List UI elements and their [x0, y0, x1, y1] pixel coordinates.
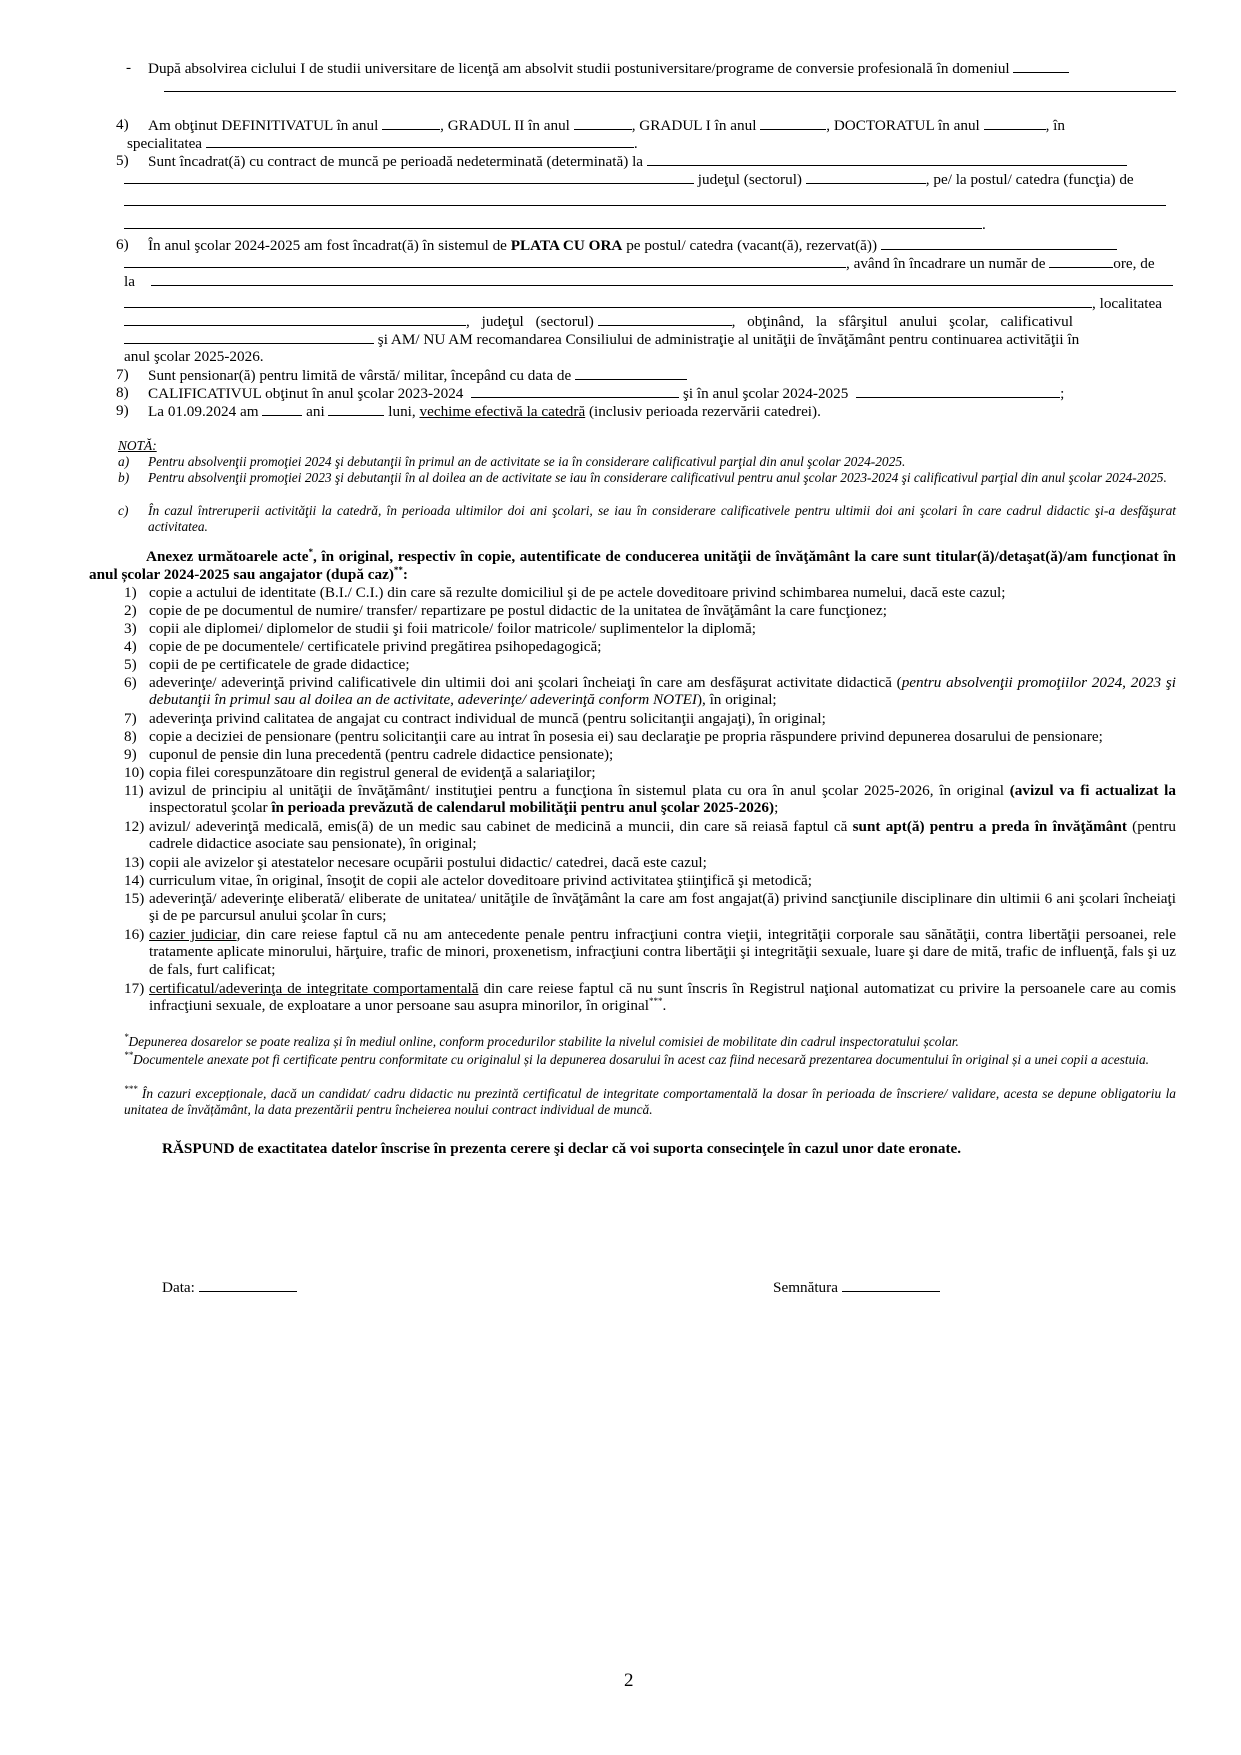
hours-field[interactable]	[1049, 254, 1113, 268]
annex-item-text-c: ;	[774, 799, 779, 817]
nota-title: NOTĂ:	[118, 438, 157, 453]
annex-item	[124, 602, 1176, 619]
employer-field[interactable]	[647, 152, 1127, 166]
footnote-ref-3: ***	[648, 996, 663, 1007]
calificativ-2024-label: şi în anul şcolar 2024-2025	[682, 385, 849, 402]
annex-item	[124, 620, 1176, 637]
annex-item-underlined: certificatul/adeverinţa de integritate comportamentală	[149, 980, 479, 997]
item8-number: 8)	[116, 384, 129, 401]
calificativ-label: , obţinând, la sfârşitul anului şcolar, calificativul	[731, 313, 1073, 330]
annex-intro-c: funcționat în anul școlar 2024-2025 sau angajator (după caz)	[89, 548, 1176, 583]
annex-item-text-b: (pentru cadrele didactice asociate sau pensionate), în original;	[149, 818, 1176, 853]
annex-item-bold-b: în perioada prevăzută de calendarul mobilităţii pentru anul şcolar 2025-2026)	[271, 799, 775, 817]
annex-item-number: 4)	[124, 638, 137, 655]
annex-item-number: 15)	[124, 890, 145, 907]
annex-intro-a: Anexez următoarele acte	[146, 548, 309, 565]
annex-item-text: copie de pe documentele/ certificatele privind pregătirea psihopedagogică;	[149, 638, 602, 655]
item4-grad1-label: , GRADUL I în anul	[631, 117, 757, 134]
annex-item-number: 17)	[124, 980, 145, 997]
pension-date-field[interactable]	[575, 366, 687, 380]
seniority-type: vechime efectivă la catedră	[419, 403, 586, 420]
item6-post-field-cont[interactable]	[124, 254, 846, 268]
item6-county-label: , judeţul (sectorul)	[466, 313, 594, 330]
annex-item-text	[149, 926, 1176, 978]
definitivat-year-field[interactable]	[382, 116, 440, 130]
annex-item	[124, 656, 1176, 673]
annex-item	[124, 638, 1176, 655]
item9-line	[148, 402, 821, 420]
period: .	[662, 997, 667, 1015]
annex-item-number: 7)	[124, 710, 137, 727]
annex-item-text-a: avizul/ adeverinţă medicală, emis(ă) de un medic sau cabinet de medicină a muncii, din care să reiasă faptul că	[149, 818, 853, 835]
annex-item-number: 3)	[124, 620, 137, 637]
grad1-year-field[interactable]	[760, 116, 826, 130]
annex-intro-d: :	[402, 566, 408, 583]
item6-line4	[124, 294, 1162, 312]
item5-line2	[124, 170, 1134, 188]
footnote-text: În cazuri excepționale, dacă un candidat/ cadru didactic nu prezintă certificatul de integritate comportamentală la dosar în perioada de înscriere/ validare, acesta se depune obligatoriu la unitatea de învățământ, la data prezentării pentru încheierea noului contract individual de muncă.	[124, 1086, 1176, 1117]
annex-item-text	[149, 980, 1176, 1015]
pension-label: Sunt pensionar(ă) pentru limită de vârstă/ militar, începând cu data de	[148, 367, 572, 384]
annex-item-text	[149, 674, 1176, 709]
hours-suffix: ore, de	[1113, 255, 1155, 272]
annex-item-text-a: adeverinţe/ adeverinţă privind calificativele din ultimii doi ani şcolari încheiaţi în care am desfăşurat activitate didactică (	[149, 674, 902, 691]
nota-c-text: În cazul întreruperii activităţii la catedră, în perioada ultimilor doi ani şcolari, se iau în considerare calificativele pentru ultimii doi ani şcolari în care cadrul didactic şi-a desfăşurat activitatea.	[148, 503, 1176, 534]
annex-item	[124, 710, 1176, 727]
annex-item-underlined: cazier judiciar	[149, 926, 237, 943]
seniority-note: (inclusiv perioada rezervării catedrei).	[588, 403, 821, 420]
item4-grad2-label: , GRADUL II în anul	[440, 117, 570, 134]
doctorat-year-field[interactable]	[984, 116, 1046, 130]
annex-item-number: 11)	[124, 782, 144, 799]
item6-county-field[interactable]	[598, 312, 732, 326]
annex-item-number: 8)	[124, 728, 137, 745]
annex-item-text-a: din care reiese faptul că nu sunt înscris în Registrul naţional automatizat cu privire la persoanele care au comis infracţiuni sexuale, de exploatare a unor persoane sau asupra minorilor, în original	[149, 980, 1176, 1015]
annex-item	[124, 764, 1176, 781]
annex-item	[124, 674, 1176, 709]
annex-item-text: adeverinţă/ adeverinţe eliberată/ eliberate de unitatea/ unităţile de învăţământ la care am fost angajat(ă) privind sancţiunile disciplinare din ultimii 6 ani şcolari încheiaţi şi de pe parcursul anului şcolar în curs;	[149, 890, 1176, 925]
footnote-mark: **	[124, 1050, 133, 1060]
annex-item-text: curriculum vitae, în original, însoţit de copii ale actelor doveditoare privind activitatea ştiinţifică şi metodică;	[149, 872, 812, 889]
annex-item-number: 6)	[124, 674, 137, 691]
item5-contract-label: Sunt încadrat(ă) cu contract de muncă pe perioadă nedeterminată (determinată) la	[148, 153, 644, 170]
employer-field-cont[interactable]	[124, 170, 694, 184]
item8-line	[148, 384, 1064, 402]
annex-item-number: 12)	[124, 818, 145, 835]
item6-year-text: anul şcolar 2025-2026.	[124, 348, 264, 365]
months-field[interactable]	[328, 402, 384, 416]
item6-line6	[124, 330, 1079, 348]
calificativ-2023-field[interactable]	[471, 384, 679, 398]
period: .	[982, 216, 986, 233]
seniority-label: La 01.09.2024 am	[148, 403, 259, 420]
annex-item-number: 2)	[124, 602, 137, 619]
item6-number: 6)	[116, 236, 129, 253]
annex-item-text: copie de pe documentul de numire/ transfer/ repartizare pe postul didactic de la unitatea de învăţământ la care funcţionez;	[149, 602, 887, 619]
declaration	[162, 1140, 961, 1157]
annex-item-bold-a: sunt apt(ă) pentru a preda în învăţământ	[852, 818, 1127, 835]
date-label: Data:	[162, 1279, 195, 1296]
annex-item	[124, 746, 1176, 763]
period: .	[633, 135, 638, 152]
annex-item-text	[149, 782, 1176, 817]
annex-item-number: 10)	[124, 764, 145, 781]
calificativ-field[interactable]	[124, 330, 374, 344]
grad2-year-field[interactable]	[574, 116, 632, 130]
annex-item-text: copii ale avizelor şi atestatelor necesare ocupării postului didactic/ catedrei, dacă este cazul;	[149, 854, 707, 871]
annex-item	[124, 818, 1176, 853]
annex-item-text-italic: pentru absolvenţii promoţiilor 2024, 2023 şi debutanţii în primul sau al doilea an de activitate, adeverinţe/ adeverinţă conform NOTEI	[149, 674, 1177, 709]
annex-item-number: 16)	[124, 926, 145, 943]
item6-post-field[interactable]	[881, 236, 1117, 250]
signature-field[interactable]	[842, 1278, 940, 1292]
post-label: , pe/ la postul/ catedra (funcţia) de	[925, 171, 1134, 188]
years-field[interactable]	[262, 402, 302, 416]
item9-number: 9)	[116, 402, 129, 419]
recommendation-text: şi AM/ NU AM recomandarea Consiliului de administraţie al unităţii de învăţământ pentru continuarea activităţii în	[377, 331, 1080, 348]
annex-item-text: copie a actului de identitate (B.I./ C.I.) din care să rezulte domiciliul şi de pe actele doveditoare privind schimbarea numelui, dacă este cazul;	[149, 584, 1006, 601]
plata-cu-ora-label: PLATA CU ORA	[510, 237, 623, 254]
calificativ-2024-field[interactable]	[856, 384, 1060, 398]
annex-item-text	[149, 818, 1176, 853]
months-label: luni,	[388, 403, 416, 420]
item5-line1	[148, 152, 1127, 170]
annex-item-text-a: avizul de principiu al unităţii de învăţământ/ instituţiei pentru a funcţiona în sistemul plata cu ora în anul şcolar 2025-2026, în original	[149, 782, 1010, 799]
annex-item-number: 5)	[124, 656, 137, 673]
county-field[interactable]	[806, 170, 926, 184]
annex-item-text: copie a deciziei de pensionare (pentru solicitanţii care au intrat în posesia ei) sau declaraţie pe propria răspundere privind depunerea dosarului de pensionare;	[149, 728, 1103, 745]
signature-block	[773, 1278, 940, 1296]
annex-intro-b: , în original, respectiv în copie, autentificate de conducerea unităţii de învăţământ la care sunt titular(ă)/detaşat(ă)/am	[312, 548, 1088, 565]
hours-label: , având în încadrare un număr de	[846, 255, 1046, 272]
annex-item	[124, 782, 1176, 817]
nota-b-label: b)	[118, 470, 130, 485]
annex-item	[124, 890, 1176, 925]
postgrad-domain-field-cont[interactable]	[164, 78, 1176, 92]
locality-label: , localitatea	[1092, 295, 1162, 312]
postgrad-studies-line	[148, 59, 1176, 77]
nota-c-label: c)	[118, 503, 129, 518]
item5-number: 5)	[116, 152, 129, 169]
footnote-ref-2: **	[393, 565, 403, 575]
item6-line3	[124, 272, 1173, 290]
county-label: judeţul (sectorul)	[697, 171, 802, 188]
annex-item	[124, 728, 1176, 745]
annex-item	[124, 584, 1176, 601]
annex-item-bold-a: (avizul va fi actualizat la	[1009, 782, 1176, 799]
item4-definitivat-label: Am obţinut DEFINITIVATUL în anul	[148, 117, 379, 134]
annex-item	[124, 872, 1176, 889]
annex-item-text: copii ale diplomei/ diplomelor de studii şi foii matricole/ foilor matricole/ suplimentelor la diplomă;	[149, 620, 756, 637]
date-field[interactable]	[199, 1278, 297, 1292]
item4-doctorat-label: , DOCTORATUL în anul	[826, 117, 980, 134]
post-field[interactable]	[124, 192, 1166, 206]
annex-item-text: adeverinţa privind calitatea de angajat cu contract individual de muncă (pentru solicitanţii angajaţi), în original;	[149, 710, 826, 727]
annex-item-text-a: , din care reiese faptul că nu am antecedente penale pentru infracţiuni contra vieţii, integrităţii corporale sau sănătăţii, contra libertăţii persoanei, rele tratamente aplicate minorului, hărţuire, trafic de minori, proxenetism, infracţiuni contra libertăţii şi integrităţii sexuale, luare şi dare de mită, trafic de influenţă, fals şi uz de fals, furt calificat;	[149, 926, 1176, 978]
item4-number: 4)	[116, 116, 129, 133]
footnote-3	[124, 1086, 1176, 1117]
item6-line1	[148, 236, 1117, 254]
annex-item	[124, 926, 1176, 978]
annex-item-number: 13)	[124, 854, 145, 871]
annex-item-text-b: ), în original;	[696, 691, 777, 709]
declaration-bold: RĂSPUND	[162, 1140, 235, 1157]
annex-item-text-b: inspectoratul şcolar	[149, 799, 272, 817]
footnote-1	[124, 1034, 1176, 1050]
nota-a-label: a)	[118, 454, 130, 469]
calificativ-2023-label: CALIFICATIVUL obţinut în anul şcolar 2023-2024	[148, 385, 464, 402]
annex-item-text: copii de pe certificatele de grade didactice;	[149, 656, 410, 673]
item6-line5	[124, 312, 1176, 330]
item6-intro: În anul şcolar 2024-2025 am fost încadrat(ă) în sistemul de	[148, 237, 507, 254]
date-block	[162, 1278, 297, 1296]
annex-item	[124, 980, 1176, 1015]
item7-line	[148, 366, 687, 384]
nota-b-text: Pentru absolvenţii promoţiei 2023 şi debutanţii în al doilea an de activitate se iau în considerare calificativul pentru anul şcolar 2023-2024 şi calificativul parţial din anul şcolar 2024-2025.	[148, 470, 1167, 485]
postgrad-studies-text: După absolvirea ciclului I de studii universitare de licenţă am absolvit studii postuniversitare/programe de conversie profesională în domeniul	[148, 60, 1010, 77]
annex-item-number: 9)	[124, 746, 137, 763]
footnote-text: Documentele anexate pot fi certificate pentru conformitate cu originalul și la depunerea dosarului în acest caz fiind necesară prezentarea documentului în original și a unei copii a acestuia.	[133, 1052, 1150, 1067]
footnote-mark: *	[124, 1032, 129, 1042]
bullet-dash: -	[126, 59, 132, 76]
annex-item-text: copia filei corespunzătoare din registrul general de evidenţă a salariaţilor;	[149, 764, 596, 781]
locality-field[interactable]	[124, 312, 466, 326]
annex-item	[124, 854, 1176, 871]
school-field[interactable]	[151, 272, 1173, 286]
footnote-ref-1: *	[308, 547, 313, 557]
la-label: la	[124, 273, 135, 290]
specialty-field[interactable]	[206, 134, 634, 148]
item6-post-label: pe postul/ catedra (vacant(ă), rezervat(ă))	[626, 237, 878, 254]
footnote-2	[124, 1052, 1176, 1068]
semicolon: ;	[1060, 385, 1065, 402]
annex-item-text: cuponul de pensie din luna precedentă (pentru cadrele didactice pensionate);	[149, 746, 614, 763]
item7-number: 7)	[116, 366, 129, 383]
nota-a-text: Pentru absolvenţii promoţiei 2024 şi debutanţii în primul an de activitate se ia în considerare calificativul parţial din anul şcolar 2024-2025.	[148, 454, 906, 469]
postgrad-domain-field[interactable]	[1013, 59, 1069, 73]
signature-label: Semnătura	[773, 1279, 838, 1296]
page-number: 2	[624, 1670, 634, 1691]
footnote-mark: ***	[124, 1084, 138, 1094]
annex-item-number: 1)	[124, 584, 137, 601]
annex-item-number: 14)	[124, 872, 145, 889]
specialty-label: specialitatea	[127, 135, 203, 152]
annex-intro	[89, 548, 1176, 584]
years-label: ani	[306, 403, 325, 420]
item4-specialty-line	[127, 134, 638, 152]
item6-line2	[124, 254, 1155, 272]
declaration-text: de exactitatea datelor înscrise în prezenta cerere şi declar că voi suporta consecinţele în cazul unor date eronate.	[234, 1140, 962, 1157]
item4-in-label: , în	[1045, 117, 1065, 134]
footnote-text: Depunerea dosarelor se poate realiza și în mediul online, conform procedurilor stabilite la nivelul comisiei de mobilitate din cadrul inspectoratului școlar.	[128, 1034, 959, 1049]
post-field-cont[interactable]	[124, 215, 982, 229]
school-field-cont[interactable]	[124, 294, 1092, 308]
item4-line	[148, 116, 1176, 134]
